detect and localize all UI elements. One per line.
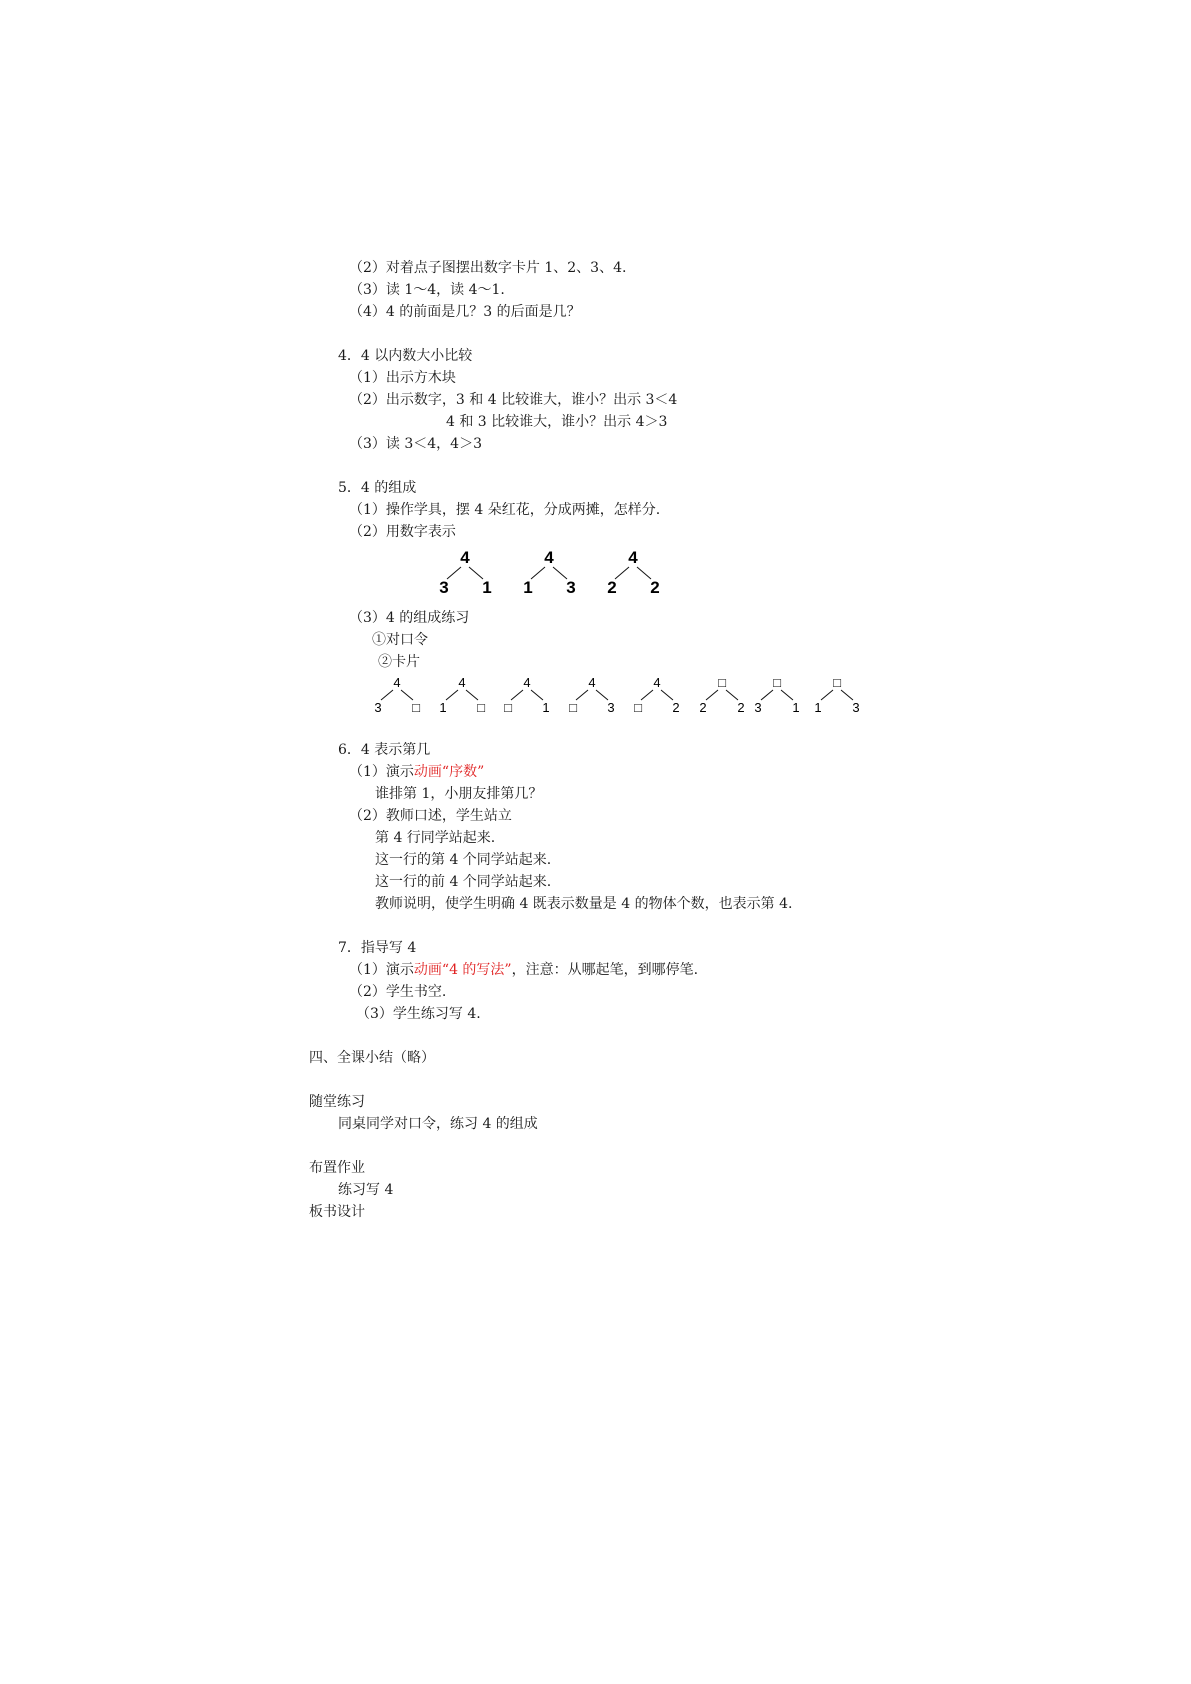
line (349, 961, 698, 979)
tree-top: 4 (458, 675, 466, 690)
tree-top: 4 (544, 549, 554, 567)
animation-link[interactable]: 动画“序数” (413, 764, 485, 780)
tree-left: 1 (523, 578, 533, 597)
tree-top: 4 (653, 675, 661, 690)
line-prefix: （1）演示 (349, 764, 414, 780)
section-heading: 布置作业 (309, 1160, 365, 1176)
line-suffix: ，注意：从哪起笔，到哪停笔. (511, 962, 699, 978)
card-tree (814, 675, 859, 715)
section-heading: 4．4 以内数大小比较 (338, 348, 473, 364)
section-heading: 5．4 的组成 (338, 480, 417, 496)
card-tree (504, 675, 550, 715)
line: 练习写 4 (338, 1182, 394, 1198)
line: （3）读 1～4，读 4～1. (349, 282, 505, 298)
line: 这一行的前 4 个同学站起来. (375, 874, 552, 890)
line: （2）教师口述，学生站立 (349, 808, 512, 824)
line: （3）学生练习写 4. (356, 1006, 481, 1022)
line: ①对口令 (372, 632, 428, 648)
tree-left: 3 (374, 700, 382, 715)
tree-left: 3 (439, 578, 449, 597)
line: 4 和 3 比较谁大，谁小？出示 4＞3 (446, 414, 668, 430)
line: 这一行的第 4 个同学站起来. (375, 852, 552, 868)
card-tree (699, 675, 744, 715)
card-tree (634, 675, 680, 715)
tree-right: 1 (482, 578, 492, 597)
composition-tree (439, 549, 491, 597)
line: （1）出示方木块 (349, 370, 456, 386)
tree-right: 3 (607, 700, 615, 715)
section-heading: 随堂练习 (309, 1094, 365, 1110)
line (349, 763, 484, 781)
composition-diagram (430, 549, 670, 599)
tree-right: 3 (852, 700, 860, 715)
line: 教师说明，使学生明确 4 既表示数量是 4 的物体个数，也表示第 4. (375, 896, 793, 912)
line: （2）出示数字，3 和 4 比较谁大，谁小？出示 3＜4 (349, 392, 678, 408)
card-tree (569, 675, 615, 715)
tree-top: □ (773, 675, 781, 690)
tree-left: □ (504, 700, 512, 715)
tree-right: 2 (672, 700, 680, 715)
tree-right: □ (412, 700, 420, 715)
composition-tree (523, 549, 575, 597)
section-heading: 四、全课小结（略） (309, 1050, 435, 1066)
line: （4）4 的前面是几？3 的后面是几？ (349, 304, 581, 320)
tree-left: 2 (607, 578, 617, 597)
composition-tree (607, 549, 659, 597)
tree-right: 2 (650, 578, 660, 597)
card-tree (754, 675, 799, 715)
tree-right: 2 (737, 700, 745, 715)
section-heading: 6．4 表示第几 (338, 742, 431, 758)
tree-left: □ (569, 700, 577, 715)
tree-right: 3 (566, 578, 576, 597)
line: （1）操作学具，摆 4 朵红花，分成两摊，怎样分. (349, 502, 661, 518)
tree-top: 4 (588, 675, 596, 690)
line: （3）4 的组成练习 (349, 610, 470, 626)
line: （2）学生书空. (349, 984, 447, 1000)
section-heading: 板书设计 (309, 1204, 365, 1220)
line: ②卡片 (378, 654, 420, 670)
card-diagram (370, 675, 890, 715)
tree-right: 1 (792, 700, 800, 715)
line: （2）用数字表示 (349, 524, 456, 540)
line-prefix: （1）演示 (349, 962, 414, 978)
line: 第 4 行同学站起来. (375, 830, 496, 846)
section-heading: 7．指导写 4 (338, 940, 417, 956)
tree-left: 1 (814, 700, 822, 715)
line: （3）读 3＜4，4＞3 (349, 436, 482, 452)
animation-link[interactable]: 动画“4 的写法” (413, 962, 512, 978)
tree-top: 4 (393, 675, 401, 690)
tree-left: 3 (754, 700, 762, 715)
line: 同桌同学对口令，练习 4 的组成 (338, 1116, 538, 1132)
tree-left: 2 (699, 700, 707, 715)
card-tree (374, 675, 420, 715)
tree-left: □ (634, 700, 642, 715)
tree-top: 4 (523, 675, 531, 690)
line: 谁排第 1，小朋友排第几？ (375, 786, 543, 802)
tree-top: 4 (628, 549, 638, 567)
tree-right: □ (477, 700, 485, 715)
line: （2）对着点子图摆出数字卡片 1、2、3、4. (349, 260, 627, 276)
tree-left: 1 (439, 700, 447, 715)
card-tree (439, 675, 485, 715)
tree-right: 1 (542, 700, 550, 715)
tree-top: □ (718, 675, 726, 690)
tree-top: 4 (460, 549, 470, 567)
tree-top: □ (833, 675, 841, 690)
